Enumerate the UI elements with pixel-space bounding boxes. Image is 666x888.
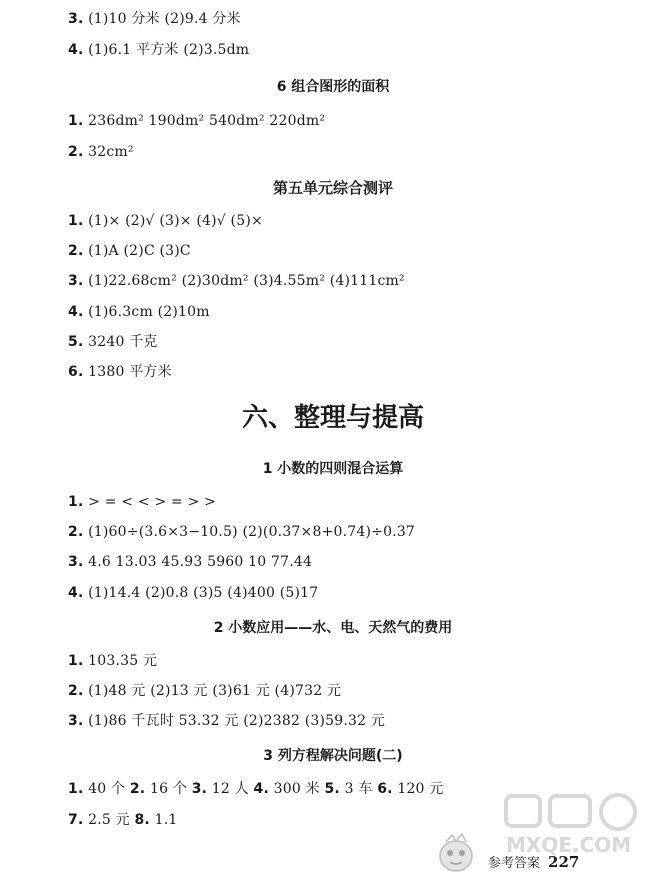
page-footer xyxy=(488,852,579,871)
answer-line: 1. (1)× (2)√ (3)× (4)√ (5)× xyxy=(68,213,263,229)
page-number: 227 xyxy=(548,853,580,871)
answer-line: 3. (1)86 千瓦时 53.32 元 (2)2382 (3)59.32 元 xyxy=(68,713,386,729)
answer-line: 1. 103.35 元 xyxy=(68,653,158,669)
answer-line: 2. (1)A (2)C (3)C xyxy=(68,243,191,259)
answer-line: 1. 236dm² 190dm² 540dm² 220dm² xyxy=(68,113,326,129)
footer-label: 参考答案 xyxy=(488,856,541,871)
answer-line: 3. (1)10 分米 (2)9.4 分米 xyxy=(68,11,241,27)
answer-line: 3. (1)22.68cm² (2)30dm² (3)4.55m² (4)111cm² xyxy=(68,273,405,289)
answer-line: 4. (1)6.1 平方米 (2)3.5dm xyxy=(68,42,250,58)
unit-heading: 第五单元综合测评 xyxy=(272,179,393,197)
answer-line: 1. > = < < > = > > xyxy=(68,494,217,510)
chapter-heading: 六、整理与提高 xyxy=(241,403,424,433)
answer-line: 3. 4.6 13.03 45.93 5960 10 77.44 xyxy=(68,554,313,570)
answer-line: 2. (1)48 元 (2)13 元 (3)61 元 (4)732 元 xyxy=(68,683,342,699)
section-heading: 6 组合图形的面积 xyxy=(276,79,390,95)
answer-line: 4. (1)6.3cm (2)10m xyxy=(68,304,210,320)
section-heading: 1 小数的四则混合运算 xyxy=(262,461,404,477)
answer-line: 5. 3240 千克 xyxy=(68,334,158,350)
answer-line: 2. 32cm² xyxy=(68,144,134,160)
answer-line: 2. (1)60÷(3.6×3−10.5) (2)(0.37×8+0.74)÷0.37 xyxy=(68,524,416,540)
answer-line: 6. 1380 平方米 xyxy=(68,364,172,380)
section-heading: 3 列方程解决问题(二) xyxy=(263,748,403,764)
answer-line: 7. 2.5 元 8. 1.1 xyxy=(68,812,178,828)
section-heading: 2 小数应用——水、电、天然气的费用 xyxy=(213,620,453,636)
answer-line: 4. (1)14.4 (2)0.8 (3)5 (4)400 (5)17 xyxy=(68,585,319,601)
mascot-icon xyxy=(436,832,476,874)
watermark-text: MXQE.COM xyxy=(506,833,632,857)
watermark-logo xyxy=(500,790,660,860)
answer-line: 1. 40 个 2. 16 个 3. 12 人 4. 300 米 5. 3 车 6. 120 元 xyxy=(68,781,444,797)
